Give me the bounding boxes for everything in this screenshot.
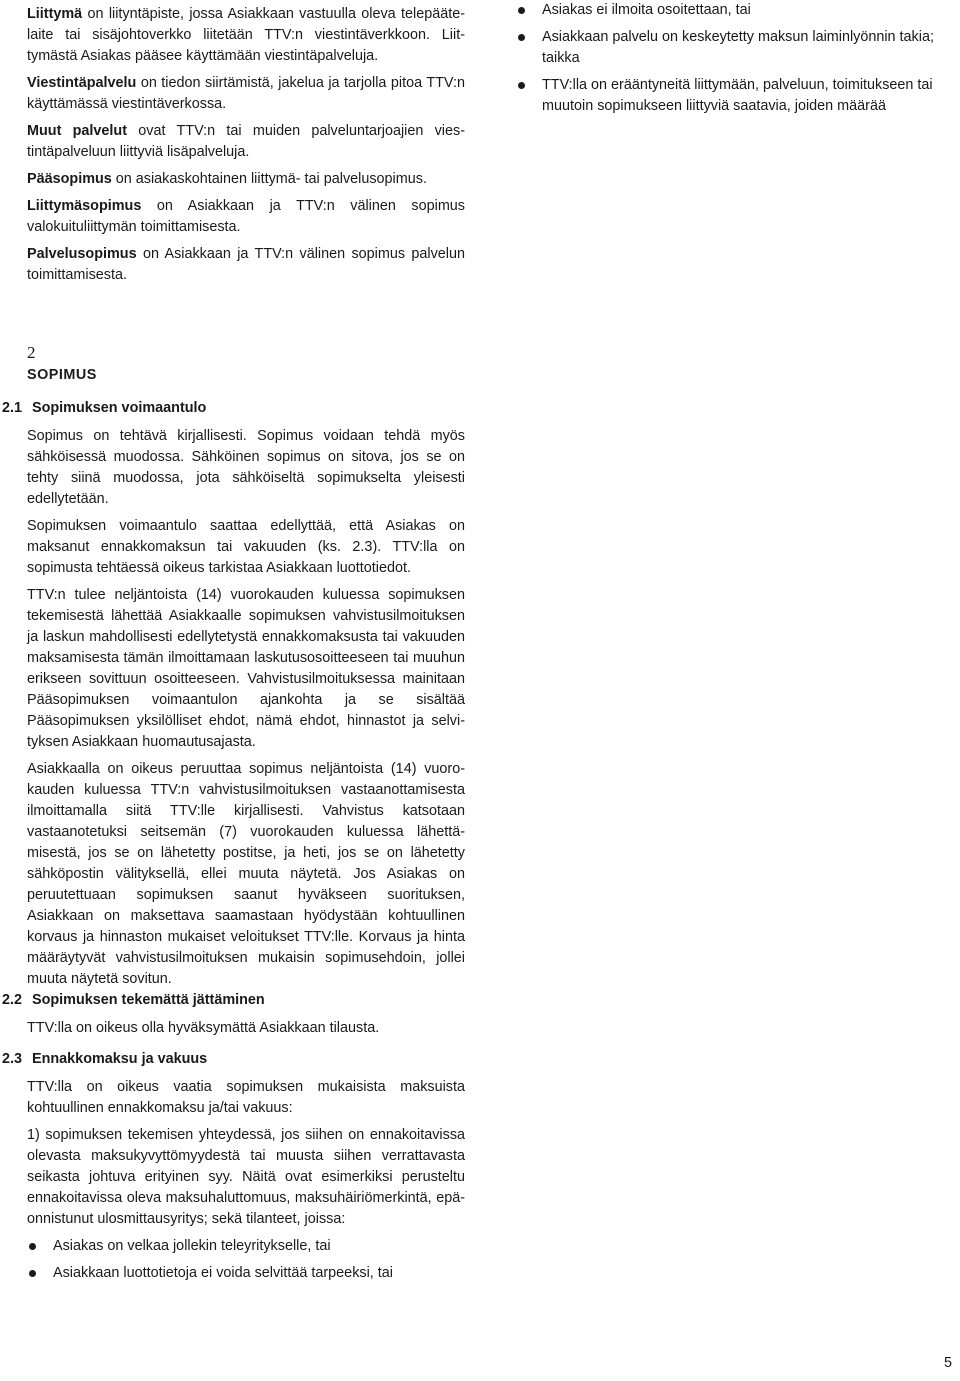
- subsection-heading-2-3: [2, 1051, 207, 1067]
- paragraph: TTV:n tulee neljäntoista (14) vuorokauden kuluessa sopimuksen tekemisestä lähettää Asiakkaalle sopimuksen vahvistusilmoituksen ja laskun mahdollisesti edellytetystä ennakkomaksusta tai vakuuden maksamisesta tämän ilmoittamaan laskutusosoitteeseen tai muuhun erikseen sovittuun osoitteeseen. Vahvistusilmoituksessa mainitaan Pääsopimuksen voimaantulon ajankohta ja se sisältää Pääsopimuksen yksilölliset ehdot, nämä ehdot, hinnastot ja selvi- tyksen Asiakkaan huomautusajasta.: [27, 587, 465, 750]
- bullet-icon: [518, 82, 525, 89]
- list-item: [516, 27, 960, 69]
- right-column: [516, 0, 960, 123]
- list-item-text: Asiakas on velkaa jollekin teleyritykselle, tai: [53, 1238, 331, 1254]
- subsection-title: Sopimuksen voimaantulo: [32, 400, 207, 416]
- definition-palvelusopimus: [27, 244, 465, 286]
- definition-paasopimus: [27, 169, 465, 190]
- paragraph: TTV:lla on oikeus olla hyväksymättä Asiakkaan tilausta.: [27, 1020, 380, 1036]
- subsection-title: Sopimuksen tekemättä jättäminen: [32, 992, 265, 1008]
- subsection-body-2-2: [27, 1018, 465, 1045]
- subsection-body-2-1: [27, 426, 465, 996]
- definition-text: on Asiakkaan ja TTV:n välinen sopimus palvelun toimittamisesta.: [27, 246, 466, 283]
- list-item-text: Asiakas ei ilmoita osoitettaan, tai: [542, 2, 751, 18]
- paragraph: Sopimus on tehtävä kirjallisesti. Sopimus voidaan tehdä myös sähköisessä muodossa. Sähköinen sopimus on sitova, jos se on tehty siinä muodossa, jota sähköiseltä sopimukselta yleisesti edellytetään.: [27, 428, 465, 507]
- subsection-body-2-3: [27, 1077, 465, 1290]
- bullet-icon: [518, 34, 525, 41]
- page-number: 5: [943, 1355, 952, 1371]
- subsection-title: Ennakkomaksu ja vakuus: [32, 1051, 208, 1067]
- section-number: 2: [27, 343, 36, 362]
- definition-term: Palvelusopimus: [27, 246, 137, 262]
- section-title: SOPIMUS: [27, 367, 97, 383]
- bullet-list: [516, 0, 960, 117]
- subsection-number: 2.2: [2, 992, 23, 1008]
- subsection-heading-2-1: [2, 400, 206, 416]
- bullet-icon: [29, 1243, 36, 1250]
- item-number: 1): [27, 1127, 40, 1143]
- definition-term: Pääsopimus: [27, 171, 112, 187]
- definition-term: Liittymä: [27, 6, 83, 22]
- definition-term: Muut palvelut: [27, 123, 128, 139]
- definitions-list: [27, 4, 465, 292]
- definition-muut-palvelut: [27, 121, 465, 163]
- numbered-item: [27, 1125, 465, 1230]
- definition-text: on liityntäpiste, jossa Asiakkaan vastuulla oleva telepääte- laite tai sisäjohtoverkko liitetään TTV:n viestintäverkkoon. Liit- tymästä Asiakas pääsee käyttämään viestintäpalveluja.: [27, 6, 465, 64]
- definition-term: Liittymäsopimus: [27, 198, 142, 214]
- definition-text: on tiedon siirtämistä, jakelua ja tarjolla pitoa TTV:n käyttämässä viestintäverkossa.: [27, 75, 465, 112]
- definition-text: on Asiakkaan ja TTV:n välinen sopimus valokuituliittymän toimittamisesta.: [27, 198, 466, 235]
- bullet-icon: [29, 1270, 36, 1277]
- definition-text: on asiakaskohtainen liittymä- tai palvelusopimus.: [115, 171, 427, 187]
- list-item: [516, 75, 960, 117]
- definition-term: Viestintäpalvelu: [27, 75, 137, 91]
- list-item-text: Asiakkaan palvelu on keskeytetty maksun laiminlyönnin takia; taikka: [542, 29, 934, 66]
- definition-text: ovat TTV:n tai muiden palveluntarjoajien vies- tintäpalveluun liittyviä lisäpalveluja.: [27, 123, 465, 160]
- bullet-list: [27, 1236, 465, 1284]
- list-item-text: Asiakkaan luottotietoja ei voida selvittää tarpeeksi, tai: [53, 1265, 393, 1281]
- list-item: [27, 1236, 465, 1257]
- paragraph: TTV:lla on oikeus vaatia sopimuksen mukaisista maksuista kohtuullinen ennakkomaksu ja/tai vakuus:: [27, 1079, 465, 1116]
- subsection-heading-2-2: [2, 992, 265, 1008]
- subsection-number: 2.3: [2, 1051, 23, 1067]
- list-item-text: TTV:lla on erääntyneitä liittymään, palveluun, toimitukseen tai muutoin sopimukseen liittyviä saatavia, joiden määrää: [542, 77, 933, 114]
- definition-liittyma: [27, 4, 465, 67]
- paragraph: Sopimuksen voimaantulo saattaa edellyttää, että Asiakas on maksanut ennakkomaksun tai vakuuden (ks. 2.3). TTV:lla on sopimusta tehtäessä oikeus tarkistaa Asiakkaan luottotiedot.: [27, 518, 465, 576]
- paragraph: Asiakkaalla on oikeus peruuttaa sopimus neljäntoista (14) vuoro- kauden kuluessa TTV:n vahvistusilmoituksen vastaanottamisesta ilmoittamalla siitä TTV:lle kirjallisesti. Vahvistus katsotaan vastaanotetuksi seitsemän (7) vuorokauden kuluessa lähettä- misestä, jos se on lähetetty postitse, ja heti, jos se on lähetetty sähköpostin välityksellä, ellei muuta näytetä. Jos Asiakas on peruutettuaan sopimuksen saanut hyväkseen suorituksen, Asiakkaan on maksettava saamastaan hyödystään kohtuullinen korvaus ja hinnaston mukaiset veloitukset TTV:lle. Korvaus ja hinta määräytyvät vahvistusilmoituksen mukaisin sopimusehdoin, jollei muuta näytetä sovitun.: [27, 761, 465, 987]
- bullet-icon: [518, 7, 525, 14]
- list-item: [516, 0, 960, 21]
- definition-viestintapalvelu: [27, 73, 465, 115]
- definition-liittymasopimus: [27, 196, 465, 238]
- subsection-number: 2.1: [2, 400, 23, 416]
- item-text: sopimuksen tekemisen yhteydessä, jos siihen on ennakoitavissa olevasta maksukyvyttömyydestä tai muusta siihen verrattavasta seikasta johtuva erityinen syy. Näitä ovat esimerkiksi perusteltu ennakoitavissa oleva maksuhaluttomuus, maksuhäiriömerkintä, epä- onnistunut ulosmittausyritys; sekä tilanteet, joissa:: [27, 1127, 466, 1227]
- list-item: [27, 1263, 465, 1284]
